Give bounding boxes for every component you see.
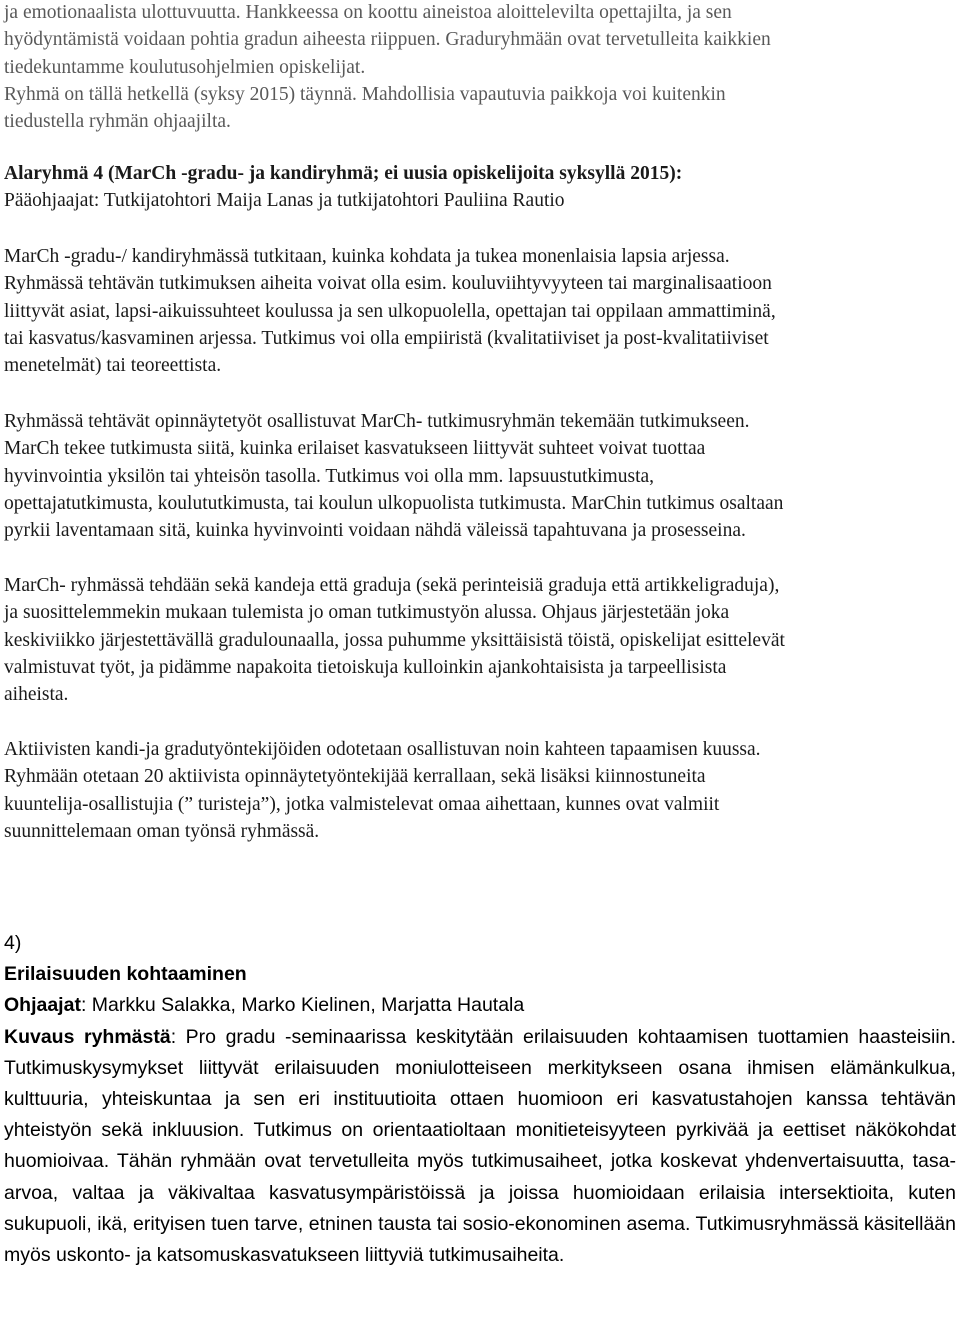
text-line: MarCh tekee tutkimusta siitä, kuinka erilaiset kasvatukseen liittyvät suhteet voivat tuottaa	[4, 438, 706, 460]
text-line: hyvinvointia yksilön tai yhteisön tasolla. Tutkimus voi olla mm. lapsuustutkimusta,	[4, 465, 655, 487]
text-line: pyrkii laventamaan sitä, kuinka hyvinvointi voidaan nähdä väleissä tapahtuvana ja prosesseina.	[4, 520, 746, 542]
text-line: Aktiivisten kandi-ja gradutyöntekijöiden odotetaan osallistuvan noin kahteen tapaamisen kuussa.	[4, 739, 761, 760]
text-line: tai kasvatus/kasvaminen arjessa. Tutkimus voi olla empiiristä (kvalitatiiviset ja post-kvalitatiiviset	[4, 327, 769, 349]
text-line: ja suosittelemmekin mukaan tulemista jo oman tutkimustyön alussa. Ohjaus järjestetään joka	[4, 602, 730, 624]
subgroup-paragraph-4	[4, 736, 956, 845]
text-line: Ryhmässä tehtävät opinnäytetyöt osallistuvat MarCh- tutkimusryhmän tekemään tutkimukseen.	[4, 411, 750, 432]
text-line: MarCh -gradu-/ kandiryhmässä tutkitaan, kuinka kohdata ja tukea monenlaisia lapsia arjessa.	[4, 246, 730, 267]
text-line: Ryhmä on tällä hetkellä (syksy 2015) täynnä. Mahdollisia vapautuvia paikkoja voi kuitenkin	[4, 83, 726, 105]
text-line: ja emotionaalista ulottuvuutta. Hankkeessa on koottu aineistoa aloittelevilta opettajilta, ja sen	[4, 2, 732, 23]
subgroup-paragraph-2	[4, 408, 956, 544]
section-description	[4, 1022, 956, 1272]
text-line: Ryhmään otetaan 20 aktiivista opinnäytetyöntekijää kerrallaan, sekä lisäksi kiinnostuneita	[4, 766, 706, 788]
text-line: tiedekuntamme koulutusohjelmien opiskelijat.	[4, 56, 366, 78]
text-line: liittyvät asiat, lapsi-aikuissuhteet koulussa ja sen ulkopuolella, opettajan tai oppilaan ammattiminä,	[4, 300, 776, 322]
text-line: Ryhmässä tehtävän tutkimuksen aiheita voivat olla esim. kouluviihtyvyyteen tai marginalisaatioon	[4, 273, 772, 295]
description-label: Kuvaus ryhmästä	[4, 1025, 171, 1048]
text-line: suunnittelemaan oman työnsä ryhmässä.	[4, 820, 320, 842]
text-line: menetelmät) tai teoreettista.	[4, 355, 222, 377]
subgroup-paragraph-3	[4, 572, 956, 708]
text-line: MarCh- ryhmässä tehdään sekä kandeja että graduja (sekä perinteisiä graduja että artikkeligraduja),	[4, 575, 780, 596]
subgroup-4-header	[4, 160, 956, 215]
text-line: hyödyntämistä voidaan pohtia gradun aiheesta riippuen. Graduryhmään ovat tervetulleita kaikkien	[4, 29, 771, 51]
text-line: kuuntelija-osallistujia (” turisteja”), jotka valmistelevat omaa aihettaan, kunnes ovat valmiit	[4, 793, 720, 815]
subgroup-heading: Alaryhmä 4 (MarCh -gradu- ja kandiryhmä; ei uusia opiskelijoita syksyllä 2015):	[4, 163, 683, 184]
text-line: opettajatutkimusta, koulututkimusta, tai koulun ulkopuolista tutkimusta. MarChin tutkimus osaltaan	[4, 492, 784, 514]
text-line: aiheista.	[4, 684, 69, 706]
text-line: tiedustella ryhmän ohjaajilta.	[4, 111, 231, 133]
text-line: valmistuvat työt, ja pidämme napakoita tietoiskuja kulloinkin ajankohtaisista ja tarpeellisista	[4, 656, 727, 678]
section-title: Erilaisuuden kohtaaminen	[4, 963, 247, 986]
section-number: 4)	[4, 932, 22, 954]
description-text: : Pro gradu -seminaarissa keskitytään erilaisuuden kohtaamisen tuottamien haasteisiin. Tutkimuskysymykset liittyvät erilaisuuden moniulotteiseen merkitykseen osana ihmisen elämänkulkua, kulttuuria, yhteiskuntaa ja sen eri instituutioita ottaen huomioon eri kasvatustahojen kanssa tehtävän yhteistyön sekä inkluusion. Tutkimus on orientaatioltaan monitieteisyyteen pyrkivää ja eettiset näkökohdat huomioivaa. Tähän ryhmään ovat tervetulleita myös tutkimusaiheet, jotka koskevat yhdenvertaisuutta, tasa-arvoa, valtaa ja väkivaltaa kasvatusympäristöissä ja joissa huomioidaan erilaisia intersektioita, kuten sukupuoli, ikä, erityisen tuen tarve, etninen tausta tai sosio-ekonominen asema. Tutkimusryhmässä käsitellään myös uskonto- ja katsomuskasvatukseen liittyviä tutkimusaiheita.	[4, 1025, 956, 1267]
section-4	[4, 928, 956, 1271]
supervisors-label: Ohjaajat	[4, 994, 81, 1017]
subgroup-paragraph-1	[4, 243, 956, 379]
subgroup-supervisors: Pääohjaajat: Tutkijatohtori Maija Lanas ja tutkijatohtori Pauliina Rautio	[4, 190, 565, 212]
text-line: keskiviikko järjestettävällä gradulounaalla, jossa puhumme yksittäisistä töistä, opiskelijat esittelevät	[4, 629, 785, 651]
supervisors-value: : Markku Salakka, Marko Kielinen, Marjatta Hautala	[80, 994, 525, 1017]
section-supervisors	[4, 990, 956, 1021]
intro-paragraph	[4, 0, 956, 135]
